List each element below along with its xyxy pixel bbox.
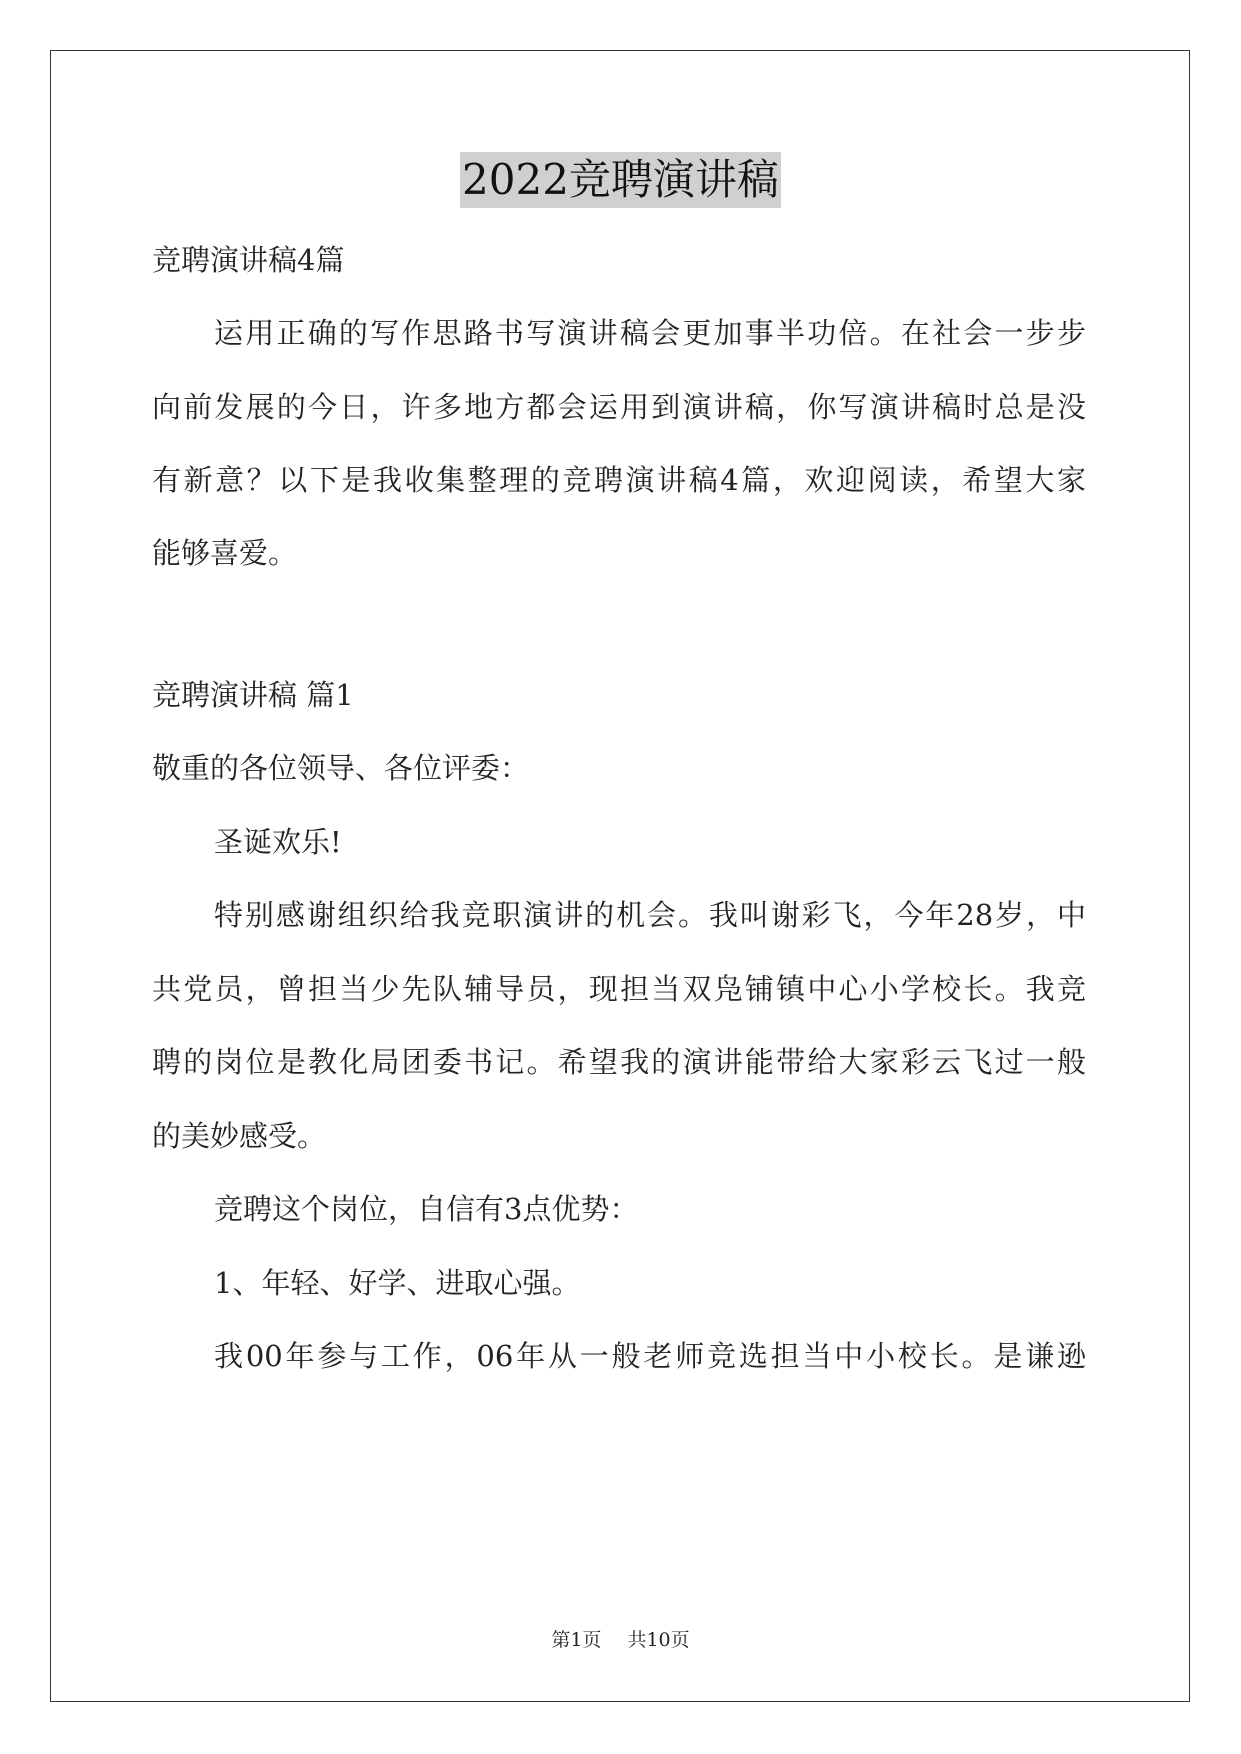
title-wrapper: [0, 152, 1241, 208]
page-total: 共10页: [627, 1629, 690, 1651]
paragraph-line: 能够喜爱。: [152, 536, 298, 570]
paragraph-line: 有新意？以下是我收集整理的竞聘演讲稿4篇，欢迎阅读，希望大家: [152, 463, 1086, 497]
page-footer: [0, 1627, 1241, 1653]
paragraph-line: 共党员，曾担当少先队辅导员，现担当双凫铺镇中心小学校长。我竞: [152, 972, 1086, 1006]
paragraph-line: 特别感谢组织给我竞职演讲的机会。我叫谢彩飞，今年28岁，中: [214, 898, 1086, 932]
paragraph-line: 向前发展的今日，许多地方都会运用到演讲稿，你写演讲稿时总是没: [152, 390, 1086, 424]
paragraph-line: 聘的岗位是教化局团委书记。希望我的演讲能带给大家彩云飞过一般: [152, 1045, 1086, 1079]
paragraph-line: 运用正确的写作思路书写演讲稿会更加事半功倍。在社会一步步: [214, 316, 1086, 350]
salutation-line: 敬重的各位领导、各位评委：: [152, 751, 530, 785]
page-border: [50, 50, 1190, 1702]
page-number: 第1页: [551, 1629, 602, 1651]
paragraph-line: 的美妙感受。: [152, 1119, 327, 1153]
section-heading: 竞聘演讲稿 篇1: [152, 678, 354, 712]
subtitle-line: 竞聘演讲稿4篇: [152, 243, 345, 277]
list-item: 1、年轻、好学、进取心强。: [214, 1266, 581, 1300]
paragraph-line: 我00年参与工作，06年从一般老师竞选担当中小校长。是谦逊: [214, 1339, 1086, 1373]
paragraph-line: 圣诞欢乐!: [214, 825, 342, 859]
document-title: 2022竞聘演讲稿: [460, 152, 781, 208]
paragraph-line: 竞聘这个岗位，自信有3点优势：: [214, 1192, 639, 1226]
